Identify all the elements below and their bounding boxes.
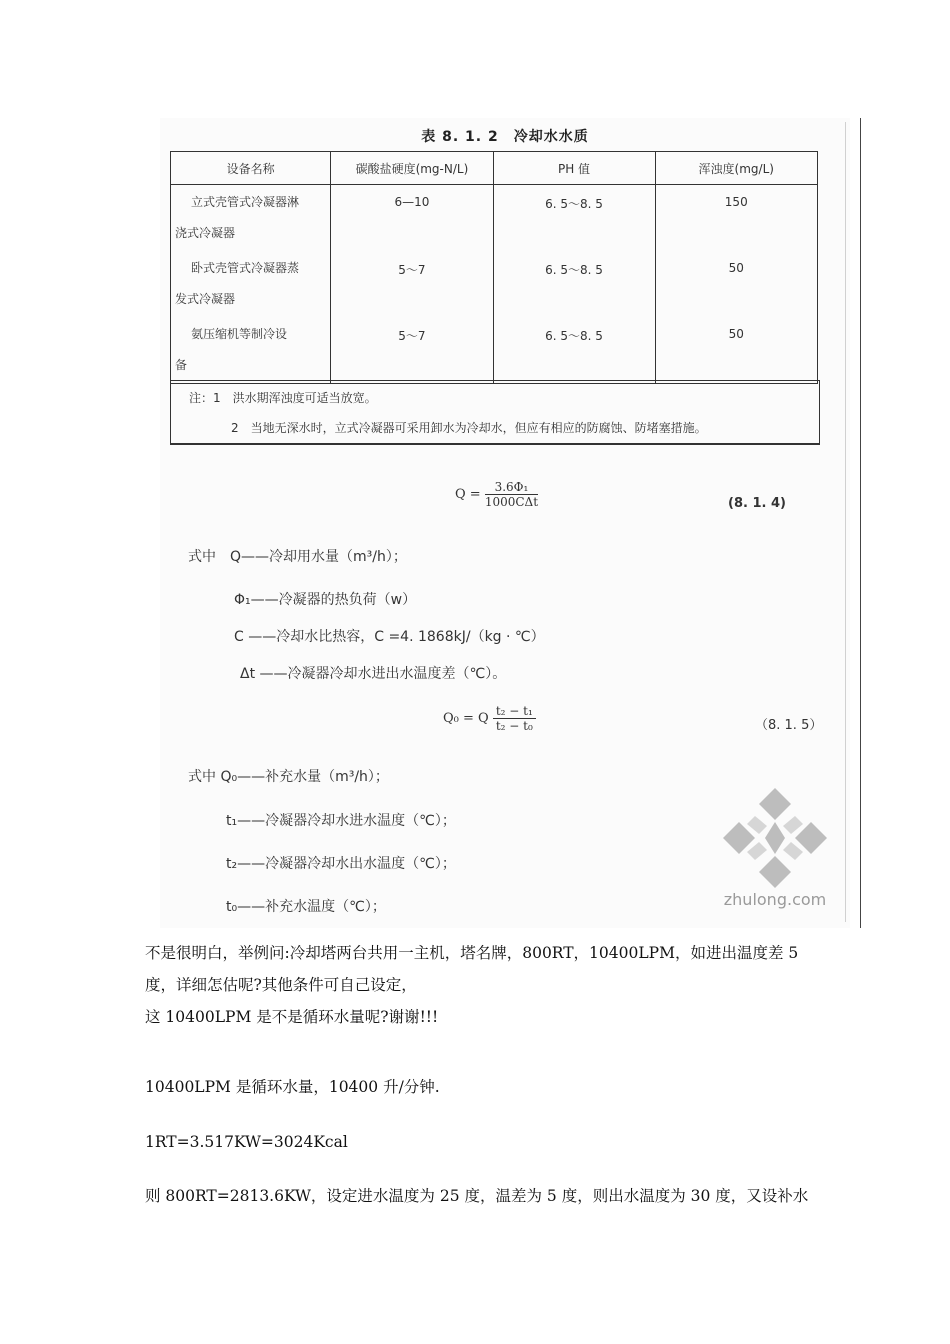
ph-cell: 6. 5～8. 5 <box>493 251 655 317</box>
watermark-text: zhulong.com <box>723 890 827 909</box>
definition-line: 式中 Q——冷却用水量（m³/h）； <box>188 549 407 565</box>
ph-cell: 6. 5～8. 5 <box>493 185 655 252</box>
equipment-name-cell <box>171 317 331 384</box>
equation-number: (8. 1. 4) <box>728 496 786 511</box>
table-row <box>171 185 818 252</box>
equation-lhs: Q = <box>455 487 481 502</box>
equation-fraction <box>485 480 538 509</box>
column-header: PH 值 <box>493 152 655 185</box>
equipment-name-line: 氨压缩机等制冷设 <box>191 327 288 341</box>
question-paragraph <box>145 937 890 1033</box>
hardness-cell: 5～7 <box>331 251 493 317</box>
table-row <box>171 251 818 317</box>
definition-line: Δt ——冷凝器冷却水进出水温度差（℃）。 <box>240 666 507 682</box>
table-row <box>171 317 818 384</box>
equipment-name-line: 发式冷凝器 <box>175 292 236 306</box>
water-quality-table <box>170 151 818 384</box>
column-header: 浑浊度(mg/L) <box>655 152 818 185</box>
answer-paragraph: 10400LPM 是循环水量，10400 升/分钟. <box>145 1078 440 1096</box>
hardness-cell: 6—10 <box>331 185 493 252</box>
text-line: 这 10400LPM 是不是循环水量呢?谢谢!!! <box>145 1008 439 1026</box>
note-line: 2 当地无深水时，立式冷凝器可采用卸水为冷却水，但应有相应的防腐蚀、防堵塞措施。 <box>231 421 707 435</box>
conversion-paragraph: 1RT=3.517KW=3024Kcal <box>145 1133 348 1151</box>
table-header-row <box>171 152 818 185</box>
hardness-cell: 5～7 <box>331 317 493 384</box>
scanned-figure <box>160 118 850 928</box>
equipment-name-line: 卧式壳管式冷凝器蒸 <box>191 261 300 275</box>
watermark-logo <box>715 786 835 909</box>
equipment-name-cell <box>171 185 331 252</box>
definition-line: 式中 Q₀——补充水量（m³/h）； <box>188 769 389 785</box>
equipment-name-cell <box>171 251 331 317</box>
column-header: 设备名称 <box>171 152 331 185</box>
turbidity-cell: 150 <box>655 185 818 252</box>
fraction-numerator: 3.6Φ₁ <box>485 480 538 495</box>
definition-line: t₁——冷凝器冷却水进水温度（℃）； <box>226 813 456 829</box>
definition-line: C ——冷却水比热容，C =4. 1868kJ/（kg · ℃） <box>234 629 545 645</box>
equation-8-1-5 <box>443 704 536 733</box>
fraction-denominator: t₂ − t₀ <box>495 719 533 733</box>
equation-8-1-4 <box>455 480 538 509</box>
definition-line: t₂——冷凝器冷却水出水温度（℃）； <box>226 856 456 872</box>
definition-line: Φ₁——冷凝器的热负荷（w） <box>234 592 417 608</box>
figure-divider <box>845 122 846 922</box>
fraction-numerator: t₂ − t₁ <box>493 704 536 719</box>
table-notes <box>170 380 820 445</box>
column-header: 碳酸盐硬度(mg-N/L) <box>331 152 493 185</box>
text-line: 不是很明白，举例问:冷却塔两台共用一主机，塔名牌，800RT，10400LPM，如进出温度差 5 <box>145 944 799 962</box>
turbidity-cell: 50 <box>655 251 818 317</box>
calculation-paragraph: 则 800RT=2813.6KW，设定进水温度为 25 度，温差为 5 度，则出水温度为 30 度，又设补水 <box>145 1187 809 1205</box>
fraction-denominator: 1000CΔt <box>484 495 539 509</box>
text-line: 度，详细怎估呢?其他条件可自己设定， <box>145 976 417 994</box>
equipment-name-line: 备 <box>175 358 188 372</box>
definition-line: t₀——补充水温度（℃）； <box>226 899 386 915</box>
ph-cell: 6. 5～8. 5 <box>493 317 655 384</box>
equation-number: （8. 1. 5） <box>755 718 823 733</box>
turbidity-cell: 50 <box>655 317 818 384</box>
equipment-name-line: 立式壳管式冷凝器淋 <box>191 195 300 209</box>
figure-border <box>860 118 861 928</box>
zhulong-logo-icon <box>715 786 835 890</box>
equation-lhs: Q₀ = Q <box>443 711 489 726</box>
equation-fraction <box>493 704 536 733</box>
note-line: 注：1 洪水期浑浊度可适当放宽。 <box>189 391 377 405</box>
table-title: 表 8. 1. 2 冷却水水质 <box>421 129 589 145</box>
equipment-name-line: 浇式冷凝器 <box>175 226 236 240</box>
